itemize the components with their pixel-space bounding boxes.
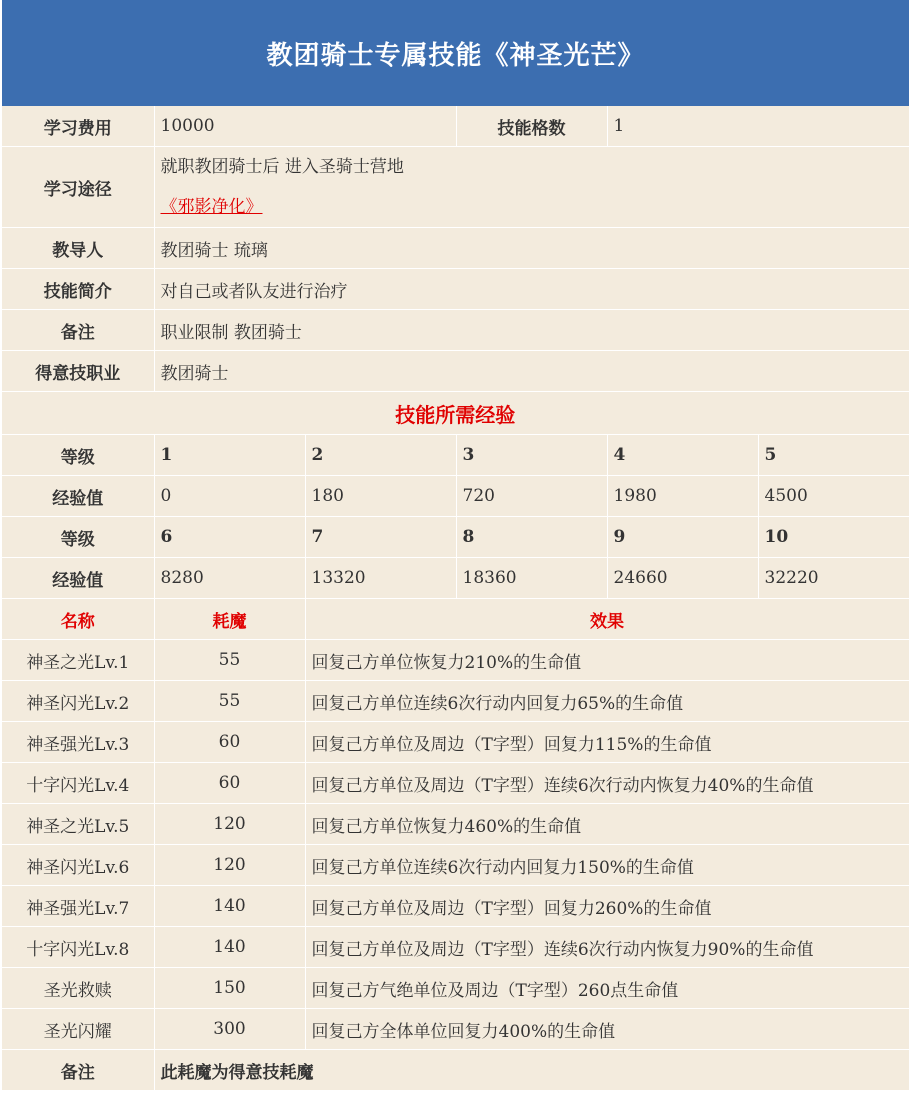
exp-section-row xyxy=(2,392,909,435)
skill-row xyxy=(2,968,909,1009)
skill-mp: 60 xyxy=(154,763,305,804)
level-value: 2 xyxy=(305,435,456,476)
skill-name: 神圣强光Lv.7 xyxy=(2,886,154,927)
desc-value: 对自己或者队友进行治疗 xyxy=(154,269,909,310)
exp-section-title: 技能所需经验 xyxy=(2,392,909,435)
skill-effect: 回复己方气绝单位及周边（T字型）260点生命值 xyxy=(305,968,909,1009)
exp-row-2 xyxy=(2,558,909,599)
skill-page xyxy=(2,0,909,1091)
job-row xyxy=(2,351,909,392)
skill-header-row xyxy=(2,599,909,640)
skill-row xyxy=(2,927,909,968)
route-row xyxy=(2,147,909,228)
mentor-label: 教导人 xyxy=(2,228,154,269)
page-title: 教团骑士专属技能《神圣光芒》 xyxy=(2,0,909,106)
level-value: 8 xyxy=(456,517,607,558)
cost-value: 10000 xyxy=(154,106,456,147)
skill-name: 神圣之光Lv.5 xyxy=(2,804,154,845)
exp-value: 13320 xyxy=(305,558,456,599)
mentor-value: 教团骑士 琉璃 xyxy=(154,228,909,269)
exp-label: 经验值 xyxy=(2,558,154,599)
exp-value: 4500 xyxy=(758,476,909,517)
skill-effect: 回复己方单位连续6次行动内回复力150%的生命值 xyxy=(305,845,909,886)
exp-value: 32220 xyxy=(758,558,909,599)
skill-name: 圣光闪耀 xyxy=(2,1009,154,1050)
exp-value: 180 xyxy=(305,476,456,517)
skill-mp: 60 xyxy=(154,722,305,763)
skill-name: 神圣强光Lv.3 xyxy=(2,722,154,763)
name-header: 名称 xyxy=(2,599,154,640)
skill-effect: 回复己方单位恢复力460%的生命值 xyxy=(305,804,909,845)
level-value: 6 xyxy=(154,517,305,558)
skill-effect: 回复己方单位及周边（T字型）连续6次行动内恢复力40%的生命值 xyxy=(305,763,909,804)
exp-value: 720 xyxy=(456,476,607,517)
skill-mp: 140 xyxy=(154,927,305,968)
desc-label: 技能简介 xyxy=(2,269,154,310)
skill-name: 十字闪光Lv.8 xyxy=(2,927,154,968)
exp-value: 8280 xyxy=(154,558,305,599)
exp-value: 24660 xyxy=(607,558,758,599)
footer-value: 此耗魔为得意技耗魔 xyxy=(154,1050,909,1091)
mentor-row xyxy=(2,228,909,269)
level-label: 等级 xyxy=(2,435,154,476)
level-row-2 xyxy=(2,517,909,558)
level-value: 5 xyxy=(758,435,909,476)
route-link[interactable]: 《邪影净化》 xyxy=(160,197,263,217)
skill-row xyxy=(2,763,909,804)
skill-mp: 300 xyxy=(154,1009,305,1050)
level-row-1 xyxy=(2,435,909,476)
level-value: 10 xyxy=(758,517,909,558)
skill-mp: 120 xyxy=(154,845,305,886)
skill-name: 圣光救赎 xyxy=(2,968,154,1009)
skill-row xyxy=(2,681,909,722)
route-cell xyxy=(154,147,909,228)
skill-name: 十字闪光Lv.4 xyxy=(2,763,154,804)
level-value: 4 xyxy=(607,435,758,476)
exp-value: 18360 xyxy=(456,558,607,599)
skill-effect: 回复己方全体单位回复力400%的生命值 xyxy=(305,1009,909,1050)
skill-name: 神圣闪光Lv.2 xyxy=(2,681,154,722)
skill-row xyxy=(2,845,909,886)
route-value: 就职教团骑士后 进入圣骑士营地 xyxy=(160,157,404,177)
level-label: 等级 xyxy=(2,517,154,558)
exp-row-1 xyxy=(2,476,909,517)
note-value: 职业限制 教团骑士 xyxy=(154,310,909,351)
skill-mp: 140 xyxy=(154,886,305,927)
effect-header: 效果 xyxy=(305,599,909,640)
skill-mp: 150 xyxy=(154,968,305,1009)
exp-label: 经验值 xyxy=(2,476,154,517)
cost-label: 学习费用 xyxy=(2,106,154,147)
route-label: 学习途径 xyxy=(2,147,154,228)
skill-row xyxy=(2,804,909,845)
cost-row xyxy=(2,106,909,147)
desc-row xyxy=(2,269,909,310)
skill-info-table xyxy=(2,106,910,1091)
job-value: 教团骑士 xyxy=(154,351,909,392)
slots-value: 1 xyxy=(607,106,909,147)
mp-header: 耗魔 xyxy=(154,599,305,640)
exp-value: 0 xyxy=(154,476,305,517)
skill-name: 神圣闪光Lv.6 xyxy=(2,845,154,886)
skill-row xyxy=(2,886,909,927)
skill-row xyxy=(2,640,909,681)
footer-label: 备注 xyxy=(2,1050,154,1091)
skill-effect: 回复己方单位及周边（T字型）回复力260%的生命值 xyxy=(305,886,909,927)
level-value: 7 xyxy=(305,517,456,558)
exp-value: 1980 xyxy=(607,476,758,517)
skill-mp: 120 xyxy=(154,804,305,845)
level-value: 1 xyxy=(154,435,305,476)
note-row xyxy=(2,310,909,351)
skill-mp: 55 xyxy=(154,681,305,722)
skill-effect: 回复己方单位恢复力210%的生命值 xyxy=(305,640,909,681)
skill-effect: 回复己方单位连续6次行动内回复力65%的生命值 xyxy=(305,681,909,722)
skill-row xyxy=(2,1009,909,1050)
skill-row xyxy=(2,722,909,763)
level-value: 3 xyxy=(456,435,607,476)
skill-effect: 回复己方单位及周边（T字型）连续6次行动内恢复力90%的生命值 xyxy=(305,927,909,968)
skill-footer-row xyxy=(2,1050,909,1091)
skill-name: 神圣之光Lv.1 xyxy=(2,640,154,681)
note-label: 备注 xyxy=(2,310,154,351)
skill-mp: 55 xyxy=(154,640,305,681)
job-label: 得意技职业 xyxy=(2,351,154,392)
skill-effect: 回复己方单位及周边（T字型）回复力115%的生命值 xyxy=(305,722,909,763)
level-value: 9 xyxy=(607,517,758,558)
slots-label: 技能格数 xyxy=(456,106,607,147)
